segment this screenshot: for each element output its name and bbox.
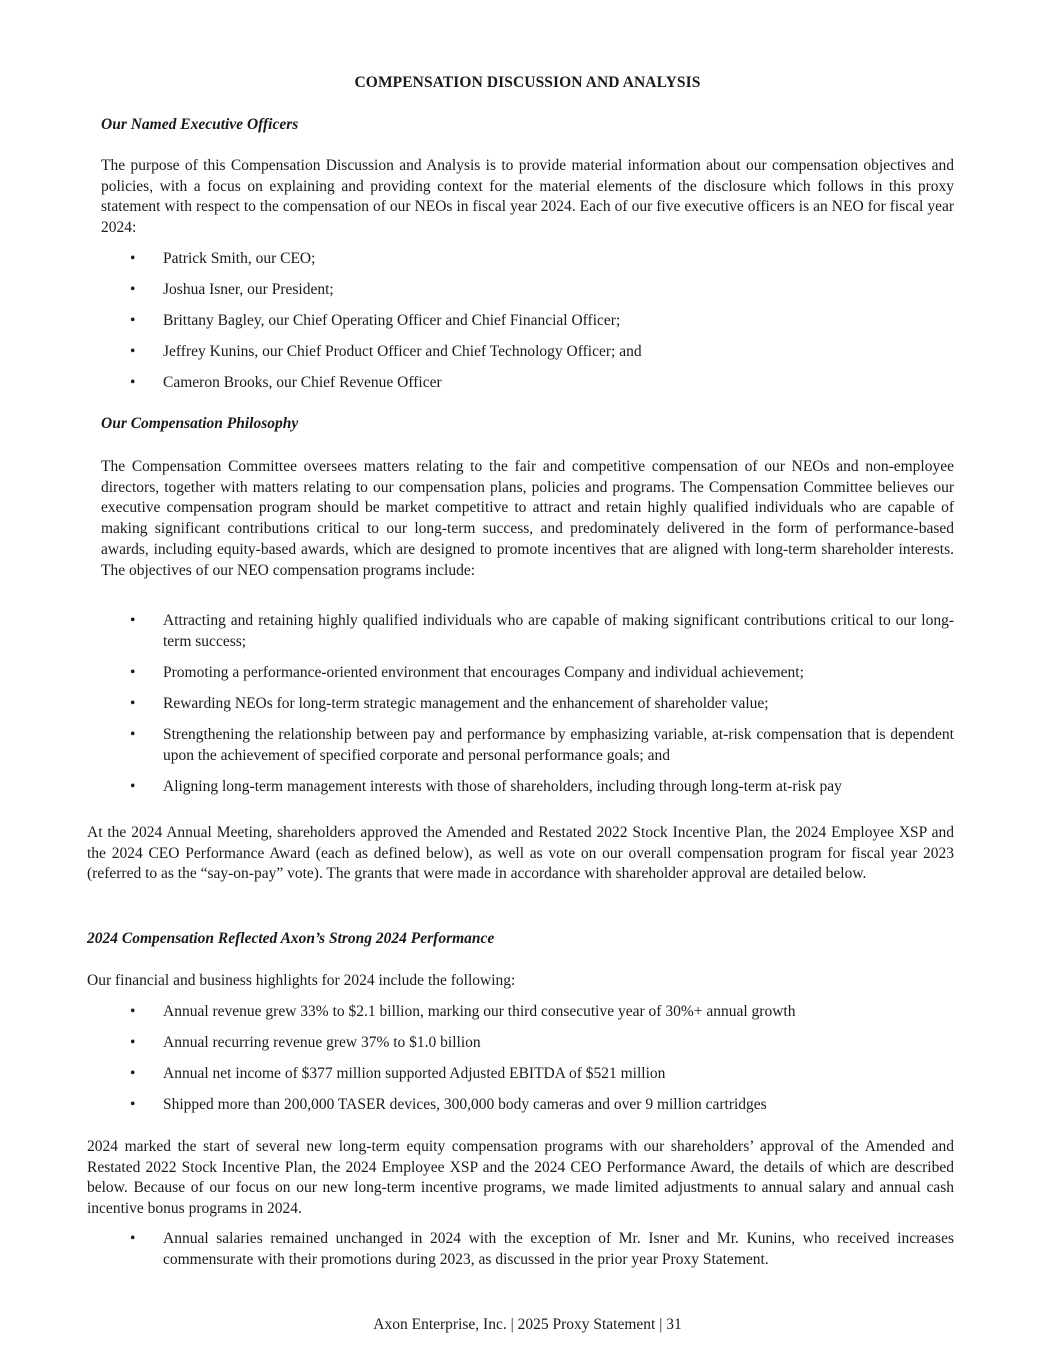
- officer-item-text: Joshua Isner, our President;: [163, 281, 334, 298]
- highlight-item-text: Annual revenue grew 33% to $2.1 billion, marking our third consecutive year of 30%+ annual growth: [163, 1003, 796, 1020]
- section-heading-performance: 2024 Compensation Reflected Axon’s Strong 2024 Performance: [87, 930, 495, 947]
- neo-intro-paragraph: The purpose of this Compensation Discussion and Analysis is to provide material information about our compensation objectives and policies, with a focus on explaining and providing context for the material elements of the disclosure which follows in this proxy statement with respect to the compensation of our NEOs in fiscal year 2024. Each of our five executive officers is an NEO for fiscal year 2024:: [101, 157, 954, 237]
- bullet-icon: •: [130, 374, 136, 391]
- bullet-icon: •: [130, 1096, 136, 1113]
- list-item: [130, 1229, 954, 1270]
- list-item: [130, 1064, 954, 1085]
- list-item: [130, 777, 954, 798]
- bullet-icon: •: [130, 1034, 136, 1051]
- page-footer: Axon Enterprise, Inc. | 2025 Proxy Statement | 31: [373, 1316, 682, 1333]
- bullet-icon: •: [130, 778, 136, 795]
- highlight-item-text: Shipped more than 200,000 TASER devices, 300,000 body cameras and over 9 million cartridges: [163, 1096, 767, 1113]
- list-item: [130, 1002, 954, 1023]
- new-programs-paragraph: 2024 marked the start of several new long-term equity compensation programs with our shareholders’ approval of the Amended and Restated 2022 Stock Incentive Plan, the 2024 Employee XSP and the 2024 CEO Performance Award, the details of which are described below. Because of our focus on our new long-term incentive programs, we made limited adjustments to annual salary and annual cash incentive bonus programs in 2024.: [87, 1138, 954, 1218]
- annual-meeting-paragraph: At the 2024 Annual Meeting, shareholders approved the Amended and Restated 2022 Stock Incentive Plan, the 2024 Employee XSP and the 2024 CEO Performance Award (each as defined below), as well as vote on our overall compensation program for fiscal year 2023 (referred to as the “say-on-pay” vote). The grants that were made in accordance with shareholder approval are detailed below.: [87, 824, 954, 883]
- bullet-icon: •: [130, 726, 136, 743]
- bullet-icon: •: [130, 343, 136, 360]
- bullet-icon: •: [130, 1003, 136, 1020]
- list-item: [130, 373, 954, 394]
- section-heading-philosophy: Our Compensation Philosophy: [101, 415, 299, 432]
- list-item: [130, 280, 954, 301]
- bullet-icon: •: [130, 250, 136, 267]
- officer-item-text: Patrick Smith, our CEO;: [163, 250, 316, 267]
- salary-note-text: Annual salaries remained unchanged in 2024 with the exception of Mr. Isner and Mr. Kunins, who received increases commensurate with their promotions during 2023, as discussed in the prior year Proxy Statement.: [163, 1230, 954, 1268]
- list-item: [130, 1095, 954, 1116]
- objective-item-text: Aligning long-term management interests with those of shareholders, including through long-term at-risk pay: [163, 778, 842, 795]
- page-title: COMPENSATION DISCUSSION AND ANALYSIS: [354, 74, 701, 91]
- list-item: [130, 663, 954, 684]
- philosophy-paragraph: The Compensation Committee oversees matters relating to the fair and competitive compensation of our NEOs and non-employee directors, together with matters relating to our compensation plans, policies and programs. The Compensation Committee believes our executive compensation program should be market competitive to attract and retain highly qualified individuals who are capable of making significant contributions critical to our long-term success, and predominately delivered in the form of performance-based awards, including equity-based awards, which are designed to promote incentives that are aligned with long-term shareholder interests. The objectives of our NEO compensation programs include:: [101, 458, 954, 579]
- bullet-icon: •: [130, 612, 136, 629]
- highlights-intro: Our financial and business highlights for 2024 include the following:: [87, 972, 516, 989]
- bullet-icon: •: [130, 1230, 136, 1247]
- list-item: [130, 311, 954, 332]
- highlight-item-text: Annual recurring revenue grew 37% to $1.0 billion: [163, 1034, 481, 1051]
- highlight-item-text: Annual net income of $377 million supported Adjusted EBITDA of $521 million: [163, 1065, 666, 1082]
- objective-item-text: Promoting a performance-oriented environment that encourages Company and individual achievement;: [163, 664, 804, 681]
- objective-item-text: Rewarding NEOs for long-term strategic management and the enhancement of shareholder value;: [163, 695, 769, 712]
- officer-item-text: Cameron Brooks, our Chief Revenue Officer: [163, 374, 442, 391]
- bullet-icon: •: [130, 281, 136, 298]
- bullet-icon: •: [130, 1065, 136, 1082]
- list-item: [130, 1033, 954, 1054]
- list-item: [130, 725, 954, 766]
- officer-item-text: Brittany Bagley, our Chief Operating Officer and Chief Financial Officer;: [163, 312, 621, 329]
- objective-item-text: Strengthening the relationship between pay and performance by emphasizing variable, at-risk compensation that is dependent upon the achievement of specified corporate and personal performance goals; and: [163, 726, 954, 764]
- objective-item-text: Attracting and retaining highly qualified individuals who are capable of making significant contributions critical to our long-term success;: [163, 612, 954, 650]
- officer-item-text: Jeffrey Kunins, our Chief Product Officer and Chief Technology Officer; and: [163, 343, 642, 360]
- bullet-icon: •: [130, 695, 136, 712]
- bullet-icon: •: [130, 312, 136, 329]
- list-item: [130, 249, 954, 270]
- list-item: [130, 694, 954, 715]
- list-item: [130, 342, 954, 363]
- bullet-icon: •: [130, 664, 136, 681]
- section-heading-neos: Our Named Executive Officers: [101, 116, 299, 133]
- list-item: [130, 611, 954, 652]
